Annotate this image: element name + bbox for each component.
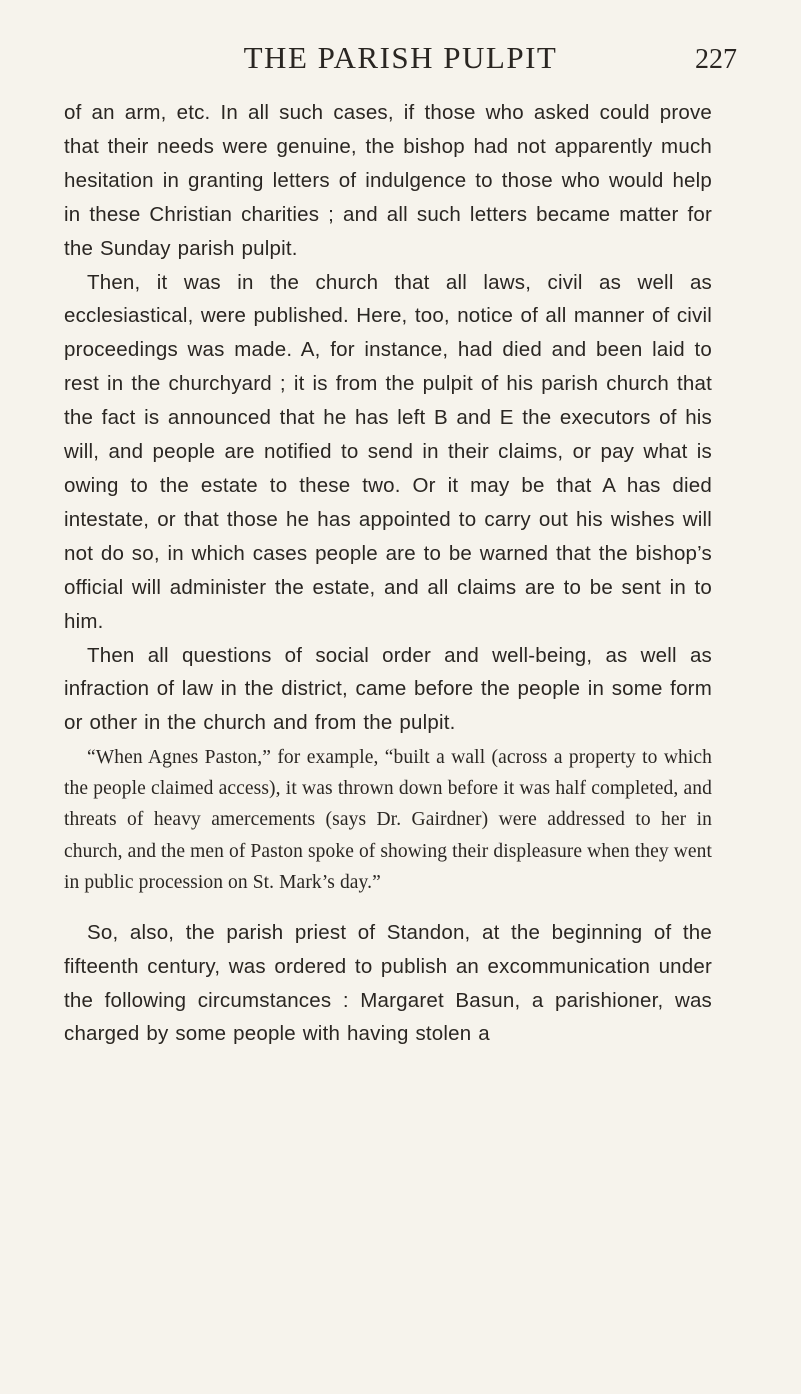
running-head — [0, 38, 801, 78]
paragraph-standon-priest: So, also, the parish priest of Standon, at the beginning of the fifteenth century, was ordered to publish an excommunication under the following circumstances : Margaret Basun, a parishioner, was charged by some people with having stolen a — [64, 920, 712, 1046]
running-head-title: THE PARISH PULPIT — [243, 40, 558, 75]
paragraph-continuation: of an arm, etc. In all such cases, if those who asked could prove that their needs were genuine, the bishop had not apparently much hesitation in granting letters of indulgence to those who would help in these Christian charities ; and all such letters became matter for the Sunday parish pulpit. — [64, 101, 712, 260]
page-number: 227 — [695, 44, 737, 75]
body-text — [64, 96, 712, 1051]
paragraph-laws-published: Then, it was in the church that all laws, civil as well as ecclesiastical, were published. Here, too, notice of all manner of civil proceedings was made. A, for instance, had died and been laid to rest in the churchyard ; it is from the pulpit of his parish church that the fact is announced that he has left B and E the executors of his will, and people are notified to send in their claims, or pay what is owing to the estate to these two. Or it may be that A has died intestate, or that those he has appointed to carry out his wishes will not do so, in which cases people are to be warned that the bishop’s official will administer the estate, and all claims are to be sent in to him. — [64, 270, 712, 633]
paragraph-social-order: Then all questions of social order and well-being, as well as infraction of law in the district, came before the people in some form or other in the church and from the pulpit. — [64, 643, 712, 735]
block-quote-agnes-paston: “When Agnes Paston,” for example, “built a wall (across a property to which the people claimed access), it was thrown down before it was half completed, and threats of heavy amercements (says Dr. Gairdner) were addressed to her in church, and the men of Paston spoke of showing their displeasure when they went in public procession on St. Mark’s day.” — [64, 747, 713, 893]
